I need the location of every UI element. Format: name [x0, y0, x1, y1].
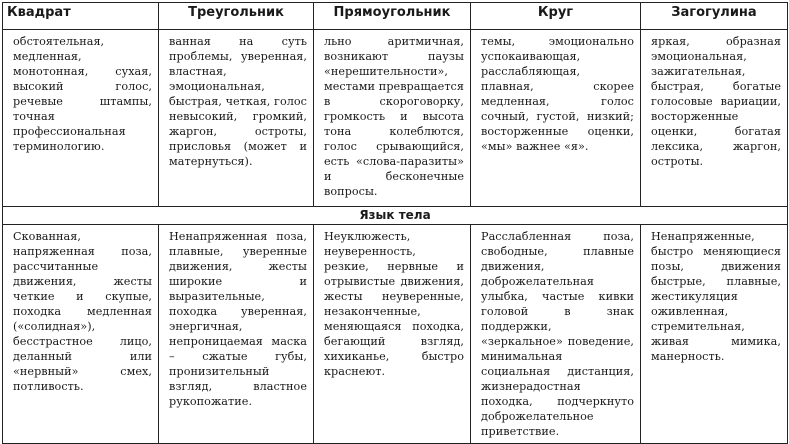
header-row [3, 3, 788, 30]
body-cell-rectangle: Неуклюжесть, неуверенность, резкие, нервные и отрывистые движения, жесты неуверенные, незаконченные, меняющаяся походка, бегающий взгляд, хихиканье, быстро краснеют. [314, 225, 471, 444]
section-title-body-language: Язык тела [3, 207, 788, 225]
speech-cell-squiggle: яркая, образная эмоциональная, зажигательная, быстрая, богатые голосовые вариации, восторженные оценки, богатая лексика, жаргон, остроты. [641, 30, 788, 207]
column-header-rectangle: Прямоугольник [314, 3, 471, 30]
speech-cell-circle: темы, эмоционально успокаивающая, расслабляющая, плавная, скорее медленная, голос сочный, густой, низкий; восторженные оценки, «мы» важнее «я». [471, 30, 641, 207]
personality-table [2, 2, 788, 444]
column-header-triangle: Треугольник [159, 3, 314, 30]
column-header-squiggle: Загогулина [641, 3, 788, 30]
section-row [3, 207, 788, 225]
body-cell-circle: Расслабленная поза, свободные, плавные движения, доброжелательная улыбка, частые кивки головой в знак поддержки, «зеркальное» поведение, минимальная социальная дистанция, жизнерадостная походка, подчеркнуто доброжелательное приветствие. [471, 225, 641, 444]
column-header-square: Квадрат [3, 3, 159, 30]
speech-cell-rectangle: льно аритмичная, возникают паузы «нерешительности», местами превращается в скороговорку, громкость и высота тона колеблются, голос срывающийся, есть «слова-паразиты» и бесконечные вопросы. [314, 30, 471, 207]
speech-row [3, 30, 788, 207]
body-cell-square: Скованная, напряженная поза, рассчитанные движения, жесты четкие и скупые, походка медленная («солидная»), бесстрастное лицо, деланный или «нервный» смех, потливость. [3, 225, 159, 444]
body-language-row [3, 225, 788, 444]
column-header-circle: Круг [471, 3, 641, 30]
body-cell-triangle: Ненапряженная поза, плавные, уверенные движения, жесты широкие и выразительные, походка уверенная, энергичная, непроницаемая маска – сжатые губы, пронизительный взгляд, властное рукопожатие. [159, 225, 314, 444]
speech-cell-triangle: ванная на суть проблемы, уверенная, властная, эмоциональная, быстрая, четкая, голос невысокий, громкий, жаргон, остроты, присловья (может и матернуться). [159, 30, 314, 207]
body-cell-squiggle: Ненапряженные, быстро меняющиеся позы, движения быстрые, плавные, жестикуляция оживленная, стремительная, живая мимика, манерность. [641, 225, 788, 444]
speech-cell-square: обстоятельная, медленная, монотонная, сухая, высокий голос, речевые штампы, точная профессиональная терминологию. [3, 30, 159, 207]
